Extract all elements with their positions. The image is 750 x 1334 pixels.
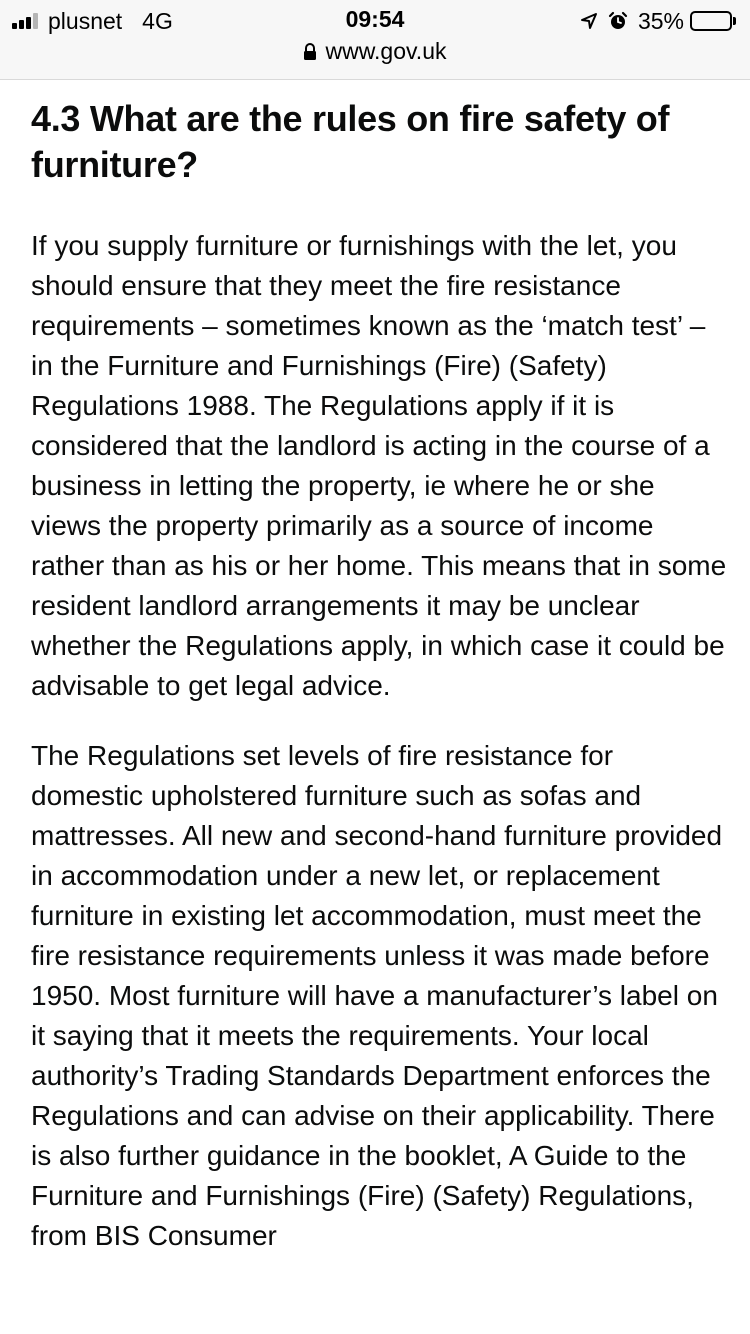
network-type: 4G — [142, 7, 173, 34]
status-bar-right — [580, 6, 736, 36]
battery-percent: 35% — [637, 7, 684, 34]
battery-icon — [690, 11, 736, 31]
status-time: 09:54 — [345, 6, 405, 32]
alarm-clock-icon — [608, 11, 628, 31]
article-paragraph: The Regulations set levels of fire resistance for domestic upholstered furniture such as sofas and mattresses. All new and second-hand furniture provided in accommodation under a new let, or replacement furniture in existing let accommodation, must meet the fire resistance requirements unless it was made before 1950. Most furniture will have a manufacturer’s label on it saying that it meets the requirements. Your local authority’s Trading Standards Department enforces the Regulations and can advise on their applicability. There is also further guidance in the booklet, A Guide to the Furniture and Furnishings (Fire) (Safety) Regulations, from BIS Consumer — [31, 740, 723, 1251]
url-text[interactable]: www.gov.uk — [325, 38, 447, 64]
location-arrow-icon — [580, 12, 598, 30]
lock-icon — [303, 43, 317, 61]
browser-chrome — [0, 0, 750, 80]
carrier-name: plusnet — [48, 7, 123, 34]
article-content — [31, 96, 731, 1256]
address-bar[interactable] — [0, 38, 750, 65]
section-heading: 4.3 What are the rules on fire safety of furniture? — [31, 98, 670, 185]
article-paragraph: If you supply furniture or furnishings with the let, you should ensure that they meet the fire resistance requirements – sometimes known as the ‘match test’ – in the Furniture and Furnishings (Fire) (Safety) Regulations 1988. The Regulations apply if it is considered that the landlord is acting in the course of a business in letting the property, ie where he or she views the property primarily as a source of income rather than as his or her home. This means that in some resident landlord arrangements it may be unclear whether the Regulations apply, in which case it could be advisable to get legal advice. — [31, 230, 727, 701]
